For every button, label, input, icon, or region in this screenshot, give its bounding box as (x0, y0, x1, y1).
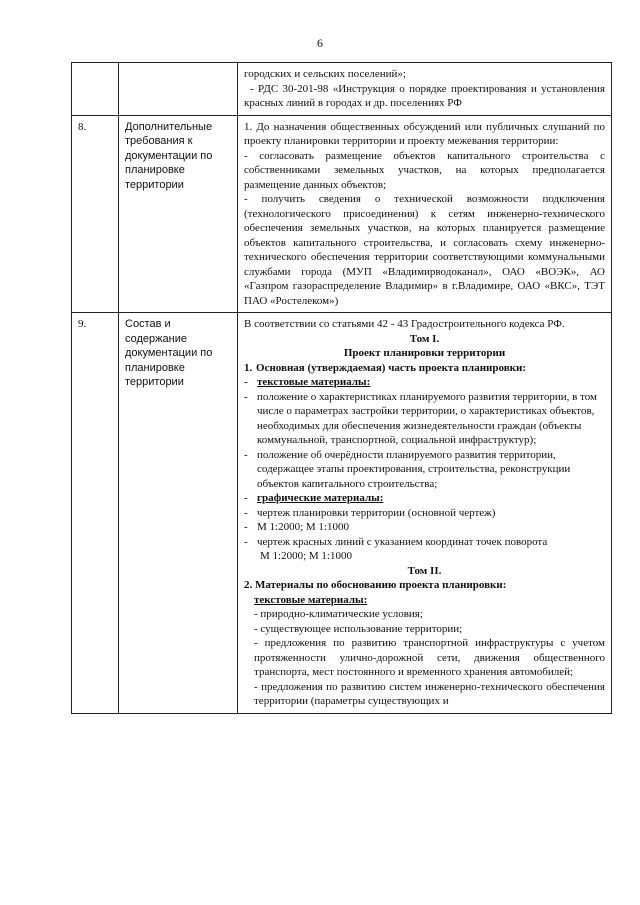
section-1-title: Основная (утверждаемая) часть проекта планировки: (256, 361, 527, 374)
graphic-material-item: - чертеж красных линий с указанием координат точек поворота (244, 535, 605, 550)
table-row-8 (72, 115, 612, 313)
graphic-material-item: - М 1:2000; М 1:1000 (244, 520, 605, 535)
justification-item: - природно-климатические условия; (254, 608, 423, 620)
section-1-number: 1. (244, 361, 253, 374)
row-title: Состав и содержание документации по планировке территории (119, 313, 238, 714)
section-1-heading (244, 361, 605, 376)
page-number: 6 (317, 36, 323, 50)
text-materials-2-heading: текстовые материалы: (254, 593, 368, 606)
row8-item-2: - получить сведения о технической возможности подключения (технологического присоединения) к сетям инженерно-технического обеспечения земельных участков, на которых планируется размещение объектов капитального строительства, и согласовать схему инженерно-технического обеспечения территории соответствующими коммунальными службами города (МУП «Владимирводоканал», ОАО «ВОЭК», АО «Газпром газораспределение Владимир» в г.Владимире, ОАО «ВКС», ТЭТ ПАО «Ростелеком») (244, 193, 605, 307)
text-materials-heading: - текстовые материалы: (244, 375, 605, 390)
table-row-continuation (72, 63, 612, 116)
row-title-cell (119, 63, 238, 116)
volume-1-title: Проект планировки территории (343, 347, 506, 359)
content-line: городских и сельских поселений»; (244, 68, 406, 80)
justification-item: - предложения по развитию транспортной инфраструктуры с учетом протяженности улично-дорожной сети, движения общественного транспорта, мест постоянного и временного хранения автомобилей; (254, 637, 605, 678)
row9-intro: В соответствии со статьями 42 - 43 Градостроительного кодекса РФ. (244, 318, 565, 330)
text-material-item: - положение о характеристиках планируемого развития территории, в том числе о параметрах застройки территории, о характеристиках объектов, необходимых для обеспечения жизнедеятельности граждан (объекты коммунальной, транспортной, социальной инфраструктур); (244, 390, 605, 448)
content-line: - РДС 30-201-98 «Инструкция о порядке проектирования и установления красных линий в городах и др. поселениях РФ (244, 82, 605, 109)
table-row-9 (72, 313, 612, 714)
row-title: Дополнительные требования к документации по планировке территории (119, 115, 238, 313)
requirements-table (71, 62, 612, 714)
row-content (238, 313, 612, 714)
justification-item: - существующее использование территории; (254, 622, 463, 635)
graphic-material-scale: М 1:2000; М 1:1000 (260, 550, 352, 562)
justification-item: - предложения по развитию систем инженерно-технического обеспечения территории (параметры существующих и (254, 680, 605, 707)
section-2-heading: 2. Материалы по обоснованию проекта планировки: (244, 579, 507, 591)
row-number-cell (72, 63, 119, 116)
volume-2-heading: Том II. (407, 564, 442, 577)
volume-1-heading: Том I. (409, 332, 440, 345)
row-content-cell (238, 63, 612, 116)
row8-item-1: - согласовать размещение объектов капитального строительства с собственниками земельных участков, на которых предполагается размещение данных объектов; (244, 149, 605, 191)
graphic-material-item: - чертеж планировки территории (основной чертеж) (244, 506, 605, 521)
row-number: 9. (72, 313, 119, 714)
row8-intro: 1. До назначения общественных обсуждений или публичных слушаний по проекту планировки территории и проекту межевания территории: (244, 120, 605, 147)
text-material-item: - положение об очерёдности планируемого развития территории, содержащее этапы проектирования, строительства, реконструкции объектов капитального строительства; (244, 448, 605, 492)
graphic-materials-heading: - графические материалы: (244, 491, 605, 506)
row-content (238, 115, 612, 313)
row-number: 8. (72, 115, 119, 313)
